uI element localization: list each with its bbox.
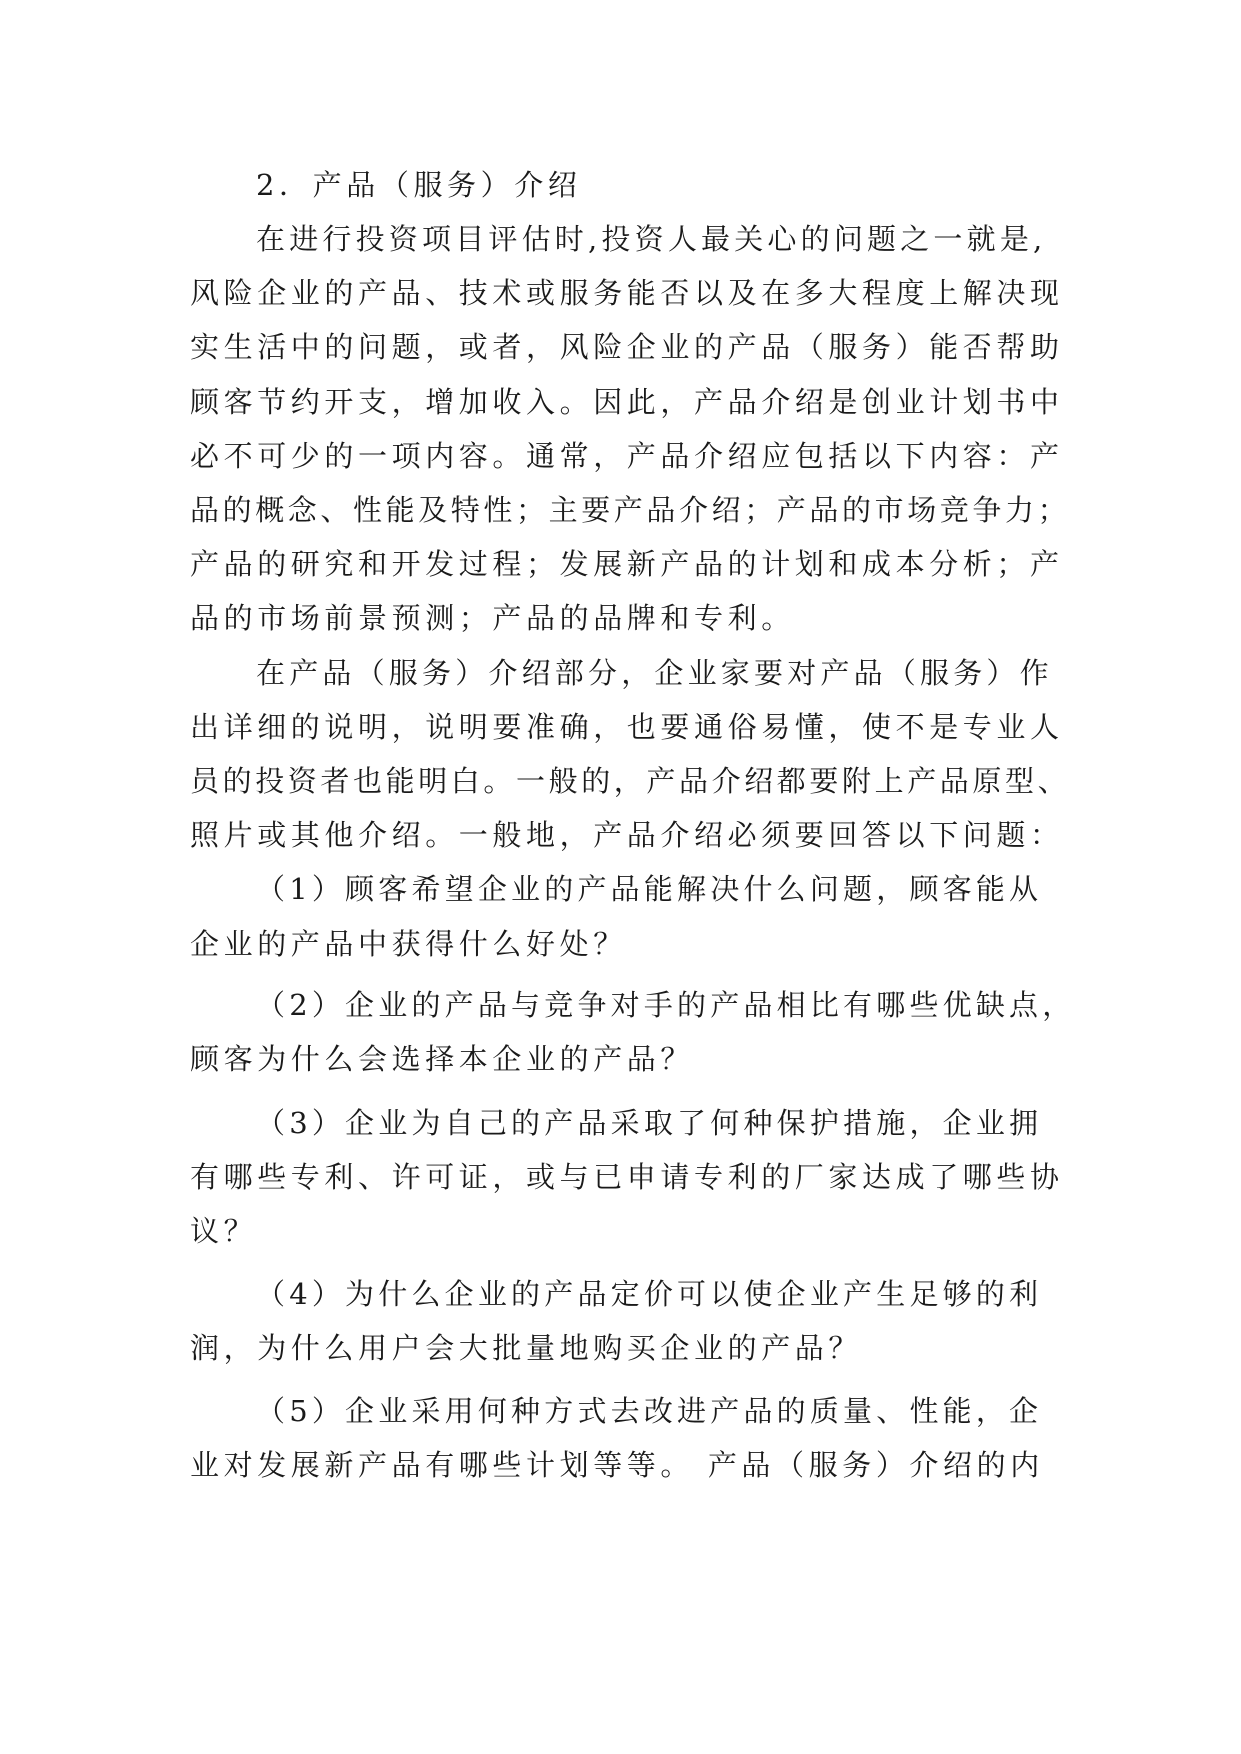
question-line: 议？ — [190, 1214, 258, 1248]
paragraph-line: 照片或其他介绍。一般地，产品介绍必须要回答以下问题： — [190, 818, 1064, 852]
paragraph-line: 在产品（服务）介绍部分，企业家要对产品（服务）作 — [256, 656, 1053, 690]
question-line: 润，为什么用户会大批量地购买企业的产品？ — [190, 1331, 863, 1365]
paragraph-line: 顾客节约开支，增加收入。因此，产品介绍是创业计划书中 — [190, 385, 1064, 419]
paragraph-line: 品的概念、性能及特性；主要产品介绍；产品的市场竞争力； — [190, 493, 1071, 527]
question-line: （1）顾客希望企业的产品能解决什么问题，顾客能从 — [256, 872, 1043, 906]
question-line: （5）企业采用何种方式去改进产品的质量、性能，企 — [256, 1394, 1043, 1428]
paragraph-line: 风险企业的产品、技术或服务能否以及在多大程度上解决现 — [190, 276, 1064, 310]
question-line: 有哪些专利、许可证，或与已申请专利的厂家达成了哪些协 — [190, 1160, 1064, 1194]
paragraph-line: 员的投资者也能明白。一般的，产品介绍都要附上产品原型、 — [190, 764, 1071, 798]
paragraph-line: 实生活中的问题，或者，风险企业的产品（服务）能否帮助 — [190, 330, 1064, 364]
paragraph-line: 产品的研究和开发过程；发展新产品的计划和成本分析；产 — [190, 547, 1064, 581]
section-heading: 2．产品（服务）介绍 — [256, 168, 582, 202]
paragraph-line: 在进行投资项目评估时,投资人最关心的问题之一就是, — [256, 222, 1047, 256]
paragraph-line: 必不可少的一项内容。通常，产品介绍应包括以下内容：产 — [190, 439, 1064, 473]
question-line: 企业的产品中获得什么好处？ — [190, 927, 627, 961]
question-line: （2）企业的产品与竞争对手的产品相比有哪些优缺点， — [256, 988, 1076, 1022]
paragraph-line: 出详细的说明，说明要准确，也要通俗易懂，使不是专业人 — [190, 710, 1064, 744]
paragraph-line: 品的市场前景预测；产品的品牌和专利。 — [190, 601, 795, 635]
question-line: （3）企业为自己的产品采取了何种保护措施，企业拥 — [256, 1106, 1043, 1140]
question-line: 业对发展新产品有哪些计划等等。 产品（服务）介绍的内 — [190, 1448, 1044, 1482]
question-line: （4）为什么企业的产品定价可以使企业产生足够的利 — [256, 1277, 1043, 1311]
question-line: 顾客为什么会选择本企业的产品？ — [190, 1042, 695, 1076]
